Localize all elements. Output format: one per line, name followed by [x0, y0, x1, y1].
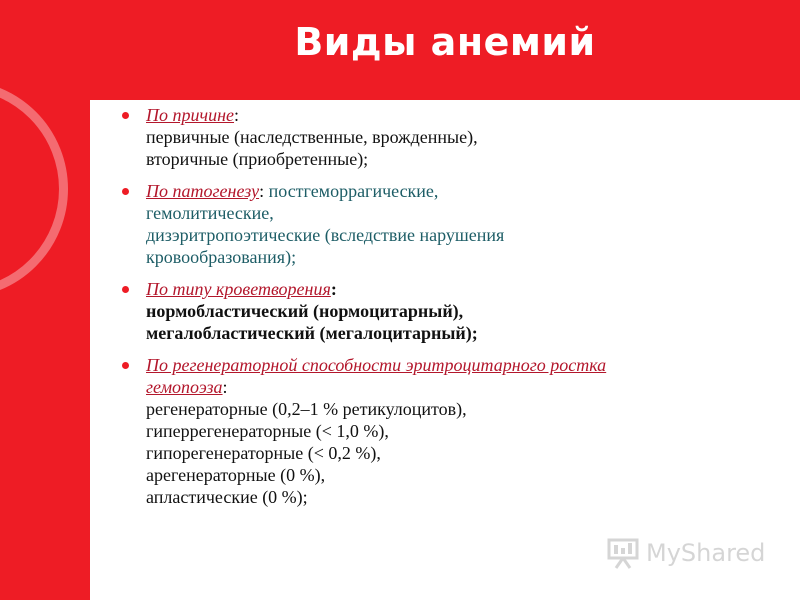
item-line: арегенераторные (0 %),	[146, 465, 326, 485]
bullet-list	[118, 104, 758, 518]
decorative-ring-top	[0, 80, 68, 100]
item-line: нормобластический (нормоцитарный),	[146, 301, 464, 321]
item-line: мегалобластический (мегалоцитарный);	[146, 323, 478, 343]
list-item	[118, 278, 758, 344]
item-heading-continued: гемопоэза	[146, 377, 223, 397]
watermark-text: MyShared	[646, 539, 766, 567]
item-line: регенераторные (0,2–1 % ретикулоцитов),	[146, 399, 467, 419]
item-colon: :	[330, 279, 337, 299]
list-item	[118, 354, 758, 508]
item-colon: :	[234, 105, 240, 125]
item-line: кровообразования);	[146, 247, 297, 267]
bullet-icon	[122, 362, 129, 369]
item-line: апластические (0 %);	[146, 487, 308, 507]
item-heading: По причине	[146, 105, 235, 125]
item-heading: По регенераторной способности эритроцитарного ростка	[146, 355, 607, 375]
list-item	[118, 104, 758, 170]
presentation-board-icon	[606, 536, 640, 570]
myshared-watermark	[606, 536, 765, 570]
item-heading: По типу кроветворения	[146, 279, 331, 299]
item-colon: :	[259, 181, 265, 201]
bullet-icon	[122, 188, 129, 195]
item-line: вторичные (приобретенные);	[146, 149, 369, 169]
bullet-icon	[122, 286, 129, 293]
list-item	[118, 180, 758, 268]
slide-title: Виды анемий	[294, 20, 596, 64]
item-heading: По патогенезу	[146, 181, 260, 201]
item-colon: :	[222, 377, 228, 397]
decorative-ring-large	[0, 80, 68, 298]
item-line: первичные (наследственные, врожденные),	[146, 127, 478, 147]
item-line: гипорегенераторные (< 0,2 %),	[146, 443, 381, 463]
bullet-icon	[122, 112, 129, 119]
item-inline-text: постгеморрагические,	[264, 181, 439, 201]
item-line: дизэритропоэтические (вследствие нарушения	[146, 225, 505, 245]
item-line: гемолитические,	[146, 203, 274, 223]
item-line: гиперрегенераторные (< 1,0 %),	[146, 421, 389, 441]
